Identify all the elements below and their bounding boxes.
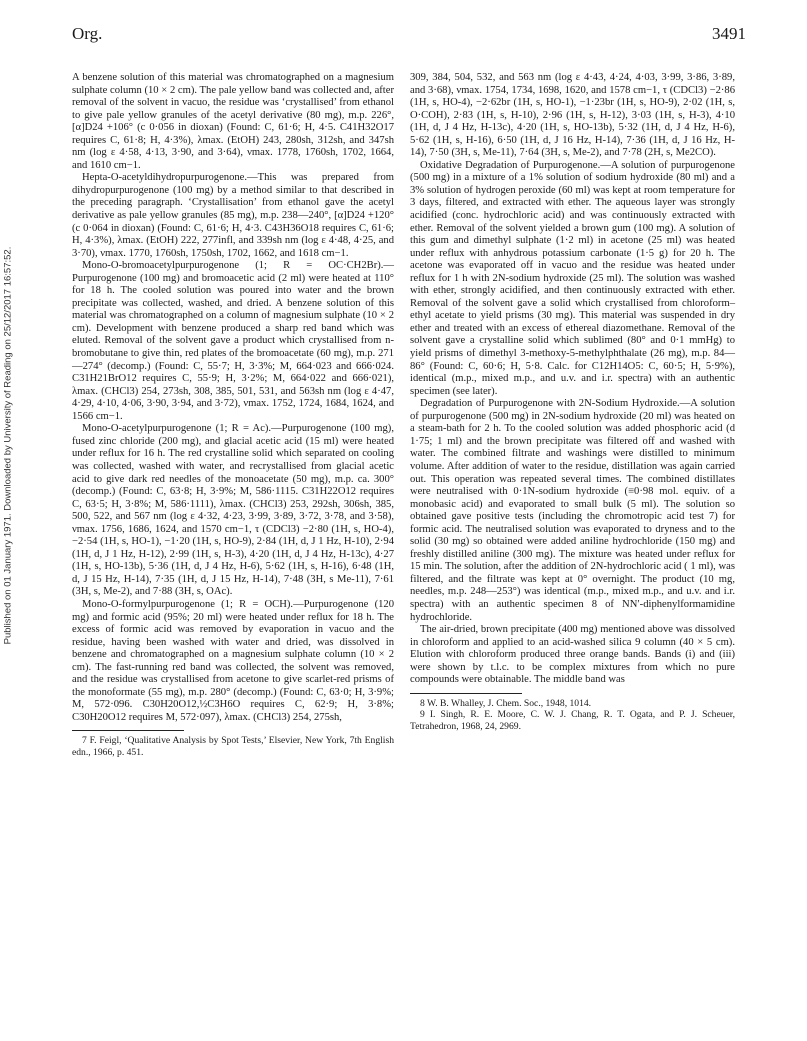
paragraph-mono-formyl: Mono-O-formylpurpurogenone (1; R = OCH).—Purpurogenone (120 mg) and formic acid (95%; 20 ml) were heated under reflux for 18 h. The excess of formic acid was removed by evaporation in vacuo and the residue, having been washed with water and dried, was dissolved in benzene and chromatographed on a magnesium sulphate column (10 × 2 cm). The fast-running red band was collected, the solvent was removed, and the residue was crystallised from acetone to give scarlet-red prisms of the monoformate (55 mg), m.p. 280° (decomp.) (Found: C, 63·0; H, 3·9%; M, 572·096. C30H20O12,½C3H6O requires C, 62·9; H, 3·8%; C30H20O12 requires M, 572·097), λmax. (CHCl3) 254, 275sh, [72, 598, 394, 723]
journal-section-label: Org. [72, 24, 103, 43]
footnote-9: 9 I. Singh, R. E. Moore, C. W. J. Chang, R. T. Ogata, and P. J. Scheuer, Tetrahedron, 1968, 24, 2969. [410, 709, 735, 732]
footnote-8: 8 W. B. Whalley, J. Chem. Soc., 1948, 1014. [420, 697, 592, 709]
footnote-divider [410, 693, 522, 694]
paragraph-bromoacetyl: Mono-O-bromoacetylpurpurogenone (1; R = OC·CH2Br).—Purpurogenone (100 mg) and bromoacetic acid (2 ml) were heated at 110° for 18 h. The cooled solution was poured into water and the brown precipitate was collected, washed, and dried. A benzene solution of this material was chromatographed on a column of magnesium sulphate (10 × 2 cm). Development with benzene produced a sharp red band which was eluted. Removal of the solvent gave a product which crystallised from n-bromobutane to give thin, red plates of the bromoacetate (60 mg), m.p. 271—274° (decomp.) (Found: C, 55·7; H, 3·3%; M, 664·023 and 666·024. C31H21BrO12 requires C, 55·9; H, 3·2%; M, 664·022 and 666·021), λmax. (CHCl3) 254, 273sh, 308, 385, 501, 531, and 563sh nm (log ε 4·47, 4·29, 4·10, 4·06, 3·90, 3·94, and 3·72), νmax. 1752, 1724, 1684, 1624, and 1566 cm−1. [72, 260, 394, 422]
footnote-divider [72, 730, 184, 731]
paragraph-oxidative-degradation: Oxidative Degradation of Purpurogenone.—A solution of purpurogenone (500 mg) in a mixture of a 1% solution of sodium hydroxide (80 ml) and a 3% solution of hydrogen peroxide (60 ml) was kept at room temperature for 3 days, filtered, and extracted with ether. The aqueous layer was strongly acidified (conc. hydrochloric acid) and was continuously extracted with ether. Removal of the solvent yielded a brown gum (100 mg). A solution of this gum and dimethyl sulphate (1·2 ml) in acetone (25 ml) was heated under reflux with anhydrous potassium carbonate (1·5 g) for 20 h. The acetone was evaporated off in vacuo and the residue was heated under reflux for 1 h with 2N-sodium hydroxide (25 ml). The solution was washed with ether, strongly acidified, and then continuously extracted with ether. Removal of the solvent gave a solid which crystallised from chloroform–ethyl acetate to yield prisms (30 mg). This material was suspended in dry ether and treated with an excess of ethereal diazomethane. Removal of the solvent gave a crystalline solid which sublimed (80° and 0·1 mmHg) to yield prisms of dimethyl 3-methoxy-5-methylphthalate (26 mg), m.p. 84—86° (Found: C, 60·6; H, 5·8. Calc. for C12H14O5: C, 60·5; H, 5·9%), identical (m.p., mixed m.p., and u.v. and i.r. spectra) with an authentic specimen (see later). [410, 159, 735, 397]
paragraph-acetyl-derivative: A benzene solution of this material was chromatographed on a magnesium sulphate column (10 × 2 cm). The pale yellow band was collected and, after removal of the solvent in vacuo, the residue was ‘crystallised’ from ethanol to give pale yellow granules of the acetyl derivative (80 mg), m.p. 226°, [α]D24 +106° (c 0·056 in dioxan) (Found: C, 61·6; H, 4·5. C41H32O17 requires C, 61·8; H, 4·3%), λmax. (EtOH) 243, 280sh, 312sh, and 347sh nm (log ε 4·58, 4·13, 3·90, and 3·64), νmax. 1778, 1760sh, 1702, 1664, and 1610 cm−1. [72, 72, 394, 171]
paragraph-naoh-degradation: Degradation of Purpurogenone with 2N-Sodium Hydroxide.—A solution of purpurogenone (500 mg) in 2N-sodium hydroxide (20 ml) was heated on a steam-bath for 2 h. To the cooled solution was added phosphoric acid (d 1·75; 1 ml) and the brown precipitate was filtered off and washed with water. The combined filtrate and washings were distilled to minimum volume. After addition of water to the residue, distillation was again carried out. This operation was repeated several times. The combined distillates were neutralised with 0·1N-sodium hydroxide (≡0·98 mol. equiv. of a monobasic acid) and evaporated to small bulk (5 ml). The solution so obtained gave positive tests (including the chromotropic acid test 7) for formic acid. The neutralised solution was evaporated to dryness and to the solid (30 mg) so obtained were added aniline hydrochloride (150 mg) and freshly distilled aniline (300 mg). The mixture was heated under reflux for 15 min. The solution, after the addition of 2N-hydrochloric acid ( 1 ml), was filtered, and the filtrate was kept at 0° overnight. The product (10 mg, needles, m.p. 248—253°) was identical (m.p., mixed m.p., and u.v. and i.r. spectra) with an authentic specimen 8 of NN′-diphenylformamidine hydrochloride. [410, 398, 735, 623]
page-number: 3491 [712, 24, 746, 43]
publication-sidebar-note: Published on 01 January 1971. Downloaded by University of Reading on 25/12/2017 16:57:52. [2, 246, 14, 645]
paragraph-brown-precipitate: The air-dried, brown precipitate (400 mg) mentioned above was dissolved in chloroform and applied to an acid-washed silica 9 column (40 × 5 cm). Elution with chloroform produced three orange bands. Bands (i) and (iii) were shown by t.l.c. to be complex mixtures from which no pure compounds were obtainable. The middle band was [410, 624, 735, 686]
paragraph-hepta-acetyl: Hepta-O-acetyldihydropurpurogenone.—This was prepared from dihydropurpurogenone (100 mg) by a method similar to that described in the preceding paragraph. ‘Crystallisation’ from ethanol gave the acetyl derivative as pale yellow granules (85 mg), m.p. 238—240°, [α]D24 +120° (c 0·064 in dioxan) (Found: C, 61·6; H, 4·3. C43H36O18 requires C, 61·6; H, 4·3%), λmax. (EtOH) 222, 277infl, and 339sh nm (log ε 4·48, 4·25, and 3·70), νmax. 1770, 1760sh, 1750sh, 1702, 1662, and 1618 cm−1. [72, 172, 394, 259]
right-column [410, 72, 735, 732]
left-column [72, 72, 394, 758]
footnote-7: 7 F. Feigl, ‘Qualitative Analysis by Spot Tests,’ Elsevier, New York, 7th English edn., 1966, p. 451. [72, 735, 394, 758]
paragraph-formyl-continued: 309, 384, 504, 532, and 563 nm (log ε 4·43, 4·24, 4·03, 3·99, 3·86, 3·89, and 3·68), νmax. 1754, 1734, 1698, 1620, and 1578 cm−1, τ (CDCl3) −2·86 (1H, s, HO-4), −2·62br (1H, s, HO-1), −1·23br (1H, s, HO-9), 2·02 (1H, s, O·COH), 2·83 (1H, s, H-10), 2·96 (1H, s, H-12), 3·03 (1H, s, H-3), 4·10 (1H, d, J 4 Hz, H-13c), 4·20 (1H, s, HO-13b), 5·32 (1H, d, J 4 Hz, H-6), 5·62 (1H, s, H-16), 6·50 (1H, d, J 16 Hz, H-14), 7·36 (1H, d, J 16 Hz, H-14), 7·50 (3H, s, Me-11), 7·64 (3H, s, Me-2), and 7·78 (2H, s, Me2CO). [410, 72, 735, 159]
paragraph-mono-acetyl: Mono-O-acetylpurpurogenone (1; R = Ac).—Purpurogenone (100 mg), fused zinc chloride (200 mg), and glacial acetic acid (15 ml) were heated under reflux for 16 h. The red crystalline solid which separated on cooling was collected, washed with water, and recrystallised from glacial acetic acid to give dark red needles of the monoacetate (50 mg), m.p. ca. 300° (decomp.) (Found: C, 63·8; H, 3·9%; M, 586·1115. C31H22O12 requires C, 63·5; H, 3·8%; M, 586·1111), λmax. (CHCl3) 253, 292sh, 306sh, 385, 500, 522, and 567 nm (log ε 4·32, 4·23, 3·99, 3·89, 3·72, 3·78, and 3·58), νmax. 1756, 1686, 1624, and 1570 cm−1, τ (CDCl3) −2·80 (1H, s, HO-4), −2·54 (1H, s, HO-1), −1·20 (1H, s, HO-9), 2·84 (1H, d, J 1 Hz, H-10), 2·94 (1H, d, J 1 Hz, H-12), 2·99 (1H, s, H-3), 4·20 (1H, d, J 4 Hz, H-13c), 4·27 (1H, s, HO-13b), 5·36 (1H, d, J 4 Hz, H-6), 5·62 (1H, s, H-16), 6·48 (1H, d, J 15 Hz, H-14), 7·35 (1H, d, J 15 Hz, H-14), 7·48 (3H, s Me-11), 7·61 (3H, s, Me-2), and 7·88 (3H, s, OAc). [72, 423, 394, 598]
